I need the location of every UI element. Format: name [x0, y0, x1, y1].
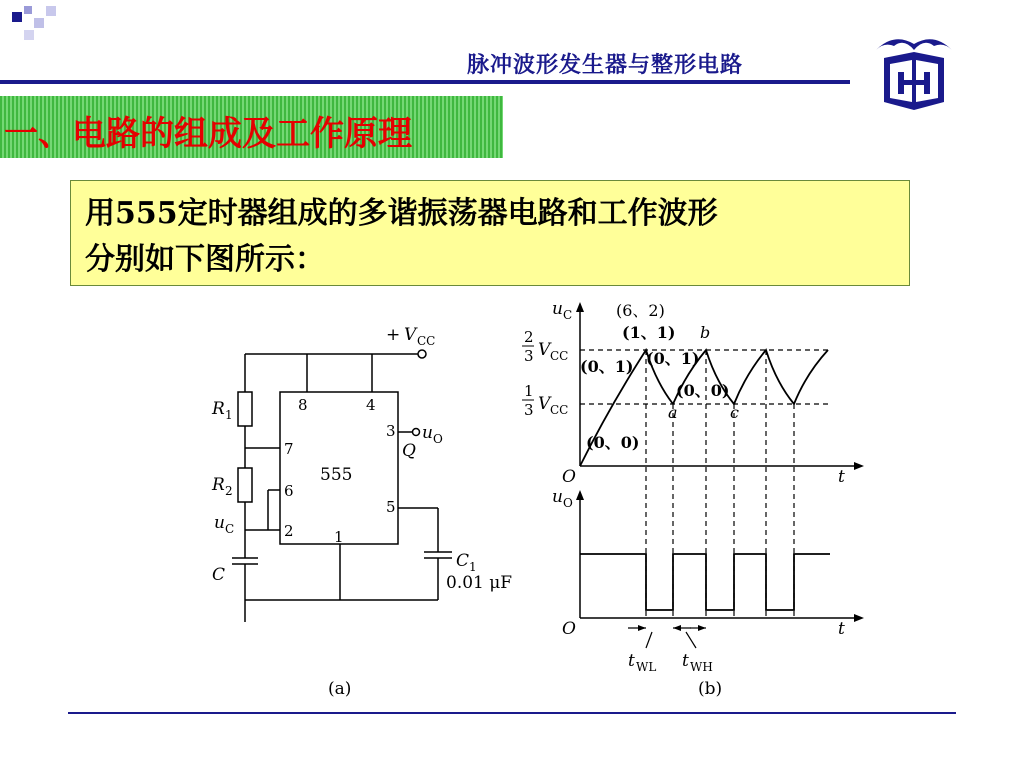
r2-sub-label: 2	[225, 484, 233, 498]
caption-b: (b)	[698, 679, 723, 699]
origin-label-bottom: O	[562, 619, 576, 639]
point-a-label: a	[668, 403, 678, 422]
uc-sub-label: C	[225, 522, 235, 536]
c-label: C	[212, 565, 226, 585]
pin-6-label: 6	[284, 482, 294, 500]
intro-line-1: 用555定时器组成的多谐振荡器电路和工作波形	[85, 196, 718, 231]
q-label: Q	[402, 441, 416, 461]
pin-1-label: 1	[334, 528, 344, 546]
pin-7-label: 7	[284, 440, 294, 458]
state-0-0-lower-label: (0、0)	[586, 433, 640, 452]
uc-axis-label: u	[552, 299, 563, 319]
point-c-label: c	[730, 403, 739, 422]
two-thirds-vcc-sub: CC	[550, 349, 569, 363]
vcc-plus-label: +	[386, 325, 401, 345]
vcc-label: V	[404, 325, 417, 345]
state-0-0-upper-label: (0、0)	[676, 381, 730, 400]
chip-label: 555	[320, 465, 353, 485]
header-rule	[0, 80, 850, 84]
twh-label: t	[682, 651, 689, 671]
section-title: 一、电路的组成及工作原理	[4, 114, 412, 154]
twl-sub-label: WL	[636, 660, 657, 674]
uo-axis-sub-label: O	[563, 496, 573, 510]
circuit-figure	[190, 296, 890, 701]
school-emblem	[864, 28, 964, 114]
pin-5-label: 5	[386, 498, 396, 516]
intro-text-box	[70, 180, 910, 286]
pin-3-label: 3	[386, 422, 396, 440]
origin-label-top: O	[562, 467, 576, 487]
c1-value-label: 0.01 μF	[446, 573, 513, 593]
one-third-num: 1	[524, 382, 534, 400]
deco-square	[24, 30, 34, 40]
deco-square	[46, 6, 56, 16]
r1-sub-label: 1	[225, 408, 233, 422]
intro-line-2: 分别如下图所示：	[85, 242, 325, 277]
t-axis-label-bottom: t	[838, 619, 845, 639]
one-third-vcc-sub: CC	[550, 403, 569, 417]
deco-square	[24, 6, 32, 14]
uo-axis-label: u	[552, 487, 563, 507]
uo-label: u	[422, 423, 433, 443]
deco-square	[12, 12, 22, 22]
twh-sub-label: WH	[690, 660, 713, 674]
vcc-sub-label: CC	[417, 334, 436, 348]
header-title: 脉冲波形发生器与整形电路	[466, 52, 743, 78]
two-thirds-num: 2	[524, 328, 534, 346]
r1-label: R	[212, 399, 225, 419]
pin-2-label: 2	[284, 522, 294, 540]
state-0-1-right-label: (0、1)	[646, 349, 700, 368]
two-thirds-den: 3	[524, 347, 534, 365]
two-thirds-vcc: V	[538, 340, 551, 360]
r2-label: R	[212, 475, 225, 495]
state-6-2-label: (6、2)	[616, 301, 665, 320]
t-axis-label-top: t	[838, 467, 845, 487]
one-third-vcc: V	[538, 394, 551, 414]
uc-axis-sub-label: C	[563, 308, 573, 322]
one-third-den: 3	[524, 401, 534, 419]
footer-rule	[68, 712, 956, 714]
section-heading-box	[0, 96, 503, 158]
state-1-1-label: (1、1)	[622, 323, 676, 342]
pin-4-label: 4	[366, 396, 376, 414]
c1-sub-label: 1	[469, 560, 477, 574]
state-0-1-left-label: (0、1)	[580, 357, 634, 376]
pin-8-label: 8	[298, 396, 308, 414]
point-b-label: b	[700, 323, 711, 342]
deco-square	[34, 18, 44, 28]
uc-label: u	[214, 513, 225, 533]
c1-label: C	[456, 551, 470, 571]
twl-label: t	[628, 651, 635, 671]
uo-sub-label: O	[433, 432, 443, 446]
caption-a: (a)	[328, 679, 352, 699]
